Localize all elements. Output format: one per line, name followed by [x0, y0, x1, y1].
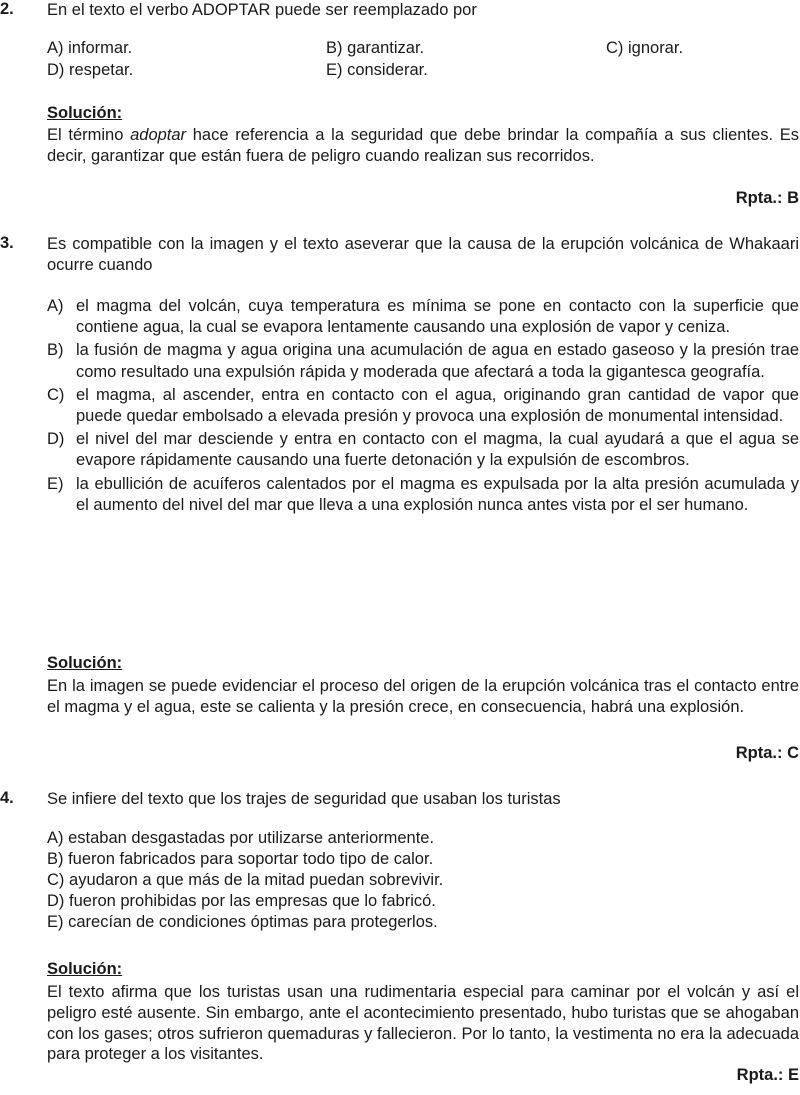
solution-text: [47, 125, 799, 167]
question-stem: Es compatible con la imagen y el texto aseverar que la causa de la erupción volcánica de Whakaari ocurre cuando: [47, 235, 799, 274]
option-a: [47, 296, 799, 338]
option-d: D) respetar.: [47, 61, 134, 79]
solution-title: Solución:: [47, 960, 123, 978]
answer-label: Rpta.: B: [735, 189, 799, 207]
question-stem: En el texto el verbo ADOPTAR puede ser reemplazado por: [47, 1, 477, 19]
option-label: A): [47, 297, 64, 315]
option-a: A) informar.: [47, 39, 133, 57]
answer-label: Rpta.: C: [735, 744, 799, 762]
option-label: C): [47, 385, 65, 404]
option-text: ayudaron a que más de la mitad puedan sobrevivir.: [69, 871, 444, 889]
solution-text: En la imagen se puede evidenciar el proceso del origen de la erupción volcánica tras el contacto entre el magma y el agua, este se calienta y la presión crece, en consecuencia, habrá una explosión.: [47, 677, 799, 716]
option-d: [47, 429, 799, 471]
question-number: 2.: [0, 0, 14, 18]
solution-title: Solución:: [47, 104, 123, 122]
option-label: D): [47, 892, 65, 910]
option-text: el magma del volcán, cuya temperatura es mínima se pone en contacto con la superficie que contiene agua, la cual se evapora lentamente causando una explosión de vapor y ceniza.: [76, 297, 799, 337]
options-list: [47, 828, 799, 933]
option-e: E) considerar.: [326, 61, 428, 79]
solution-title: Solución:: [47, 654, 123, 672]
option-b: [47, 849, 799, 870]
solution-text-part: hace referencia a la seguridad que debe brindar la compañía a sus clientes. Es decir, garantizar que están fuera de peligro cuando realizan sus recorridos.: [47, 126, 800, 165]
option-e: [47, 474, 799, 516]
solution-text: El texto afirma que los turistas usan una rudimentaria especial para caminar por el volcán y así el peligro esté ausente. Sin embargo, ante el acontecimiento presentado, hubo turistas que se ahogaban con los gases; otros sufrieron quemaduras y fallecieron. Por lo tanto, la vestimenta no era la adecuada para proteger a los visitantes.: [47, 983, 799, 1064]
solution-text-part: El término: [47, 126, 131, 144]
option-text: estaban desgastadas por utilizarse anteriormente.: [68, 829, 435, 847]
option-text: fueron prohibidas por las empresas que lo fabricó.: [69, 892, 436, 910]
option-c: [47, 385, 799, 427]
option-label: E): [47, 474, 64, 493]
option-c: C) ignorar.: [606, 39, 684, 57]
option-text: carecían de condiciones óptimas para protegerlos.: [68, 913, 438, 931]
options-list: [47, 296, 799, 516]
question-number: 4.: [0, 789, 14, 807]
option-label: D): [47, 430, 65, 449]
option-text: fueron fabricados para soportar todo tipo de calor.: [68, 850, 434, 868]
option-d: [47, 891, 799, 912]
option-label: B): [47, 850, 64, 868]
question-number: 3.: [0, 234, 14, 252]
option-e: [47, 912, 799, 933]
option-label: A): [47, 829, 64, 847]
option-text: la ebullición de acuíferos calentados por el magma es expulsada por la alta presión acumulada y el aumento del nivel del mar que lleva a una explosión nunca antes vista por el ser humano.: [76, 474, 799, 514]
option-label: C): [47, 871, 65, 889]
solution-emphasis: adoptar: [130, 126, 187, 144]
option-b: B) garantizar.: [326, 39, 425, 57]
answer-label: Rpta.: E: [736, 1066, 799, 1084]
option-text: el nivel del mar desciende y entra en contacto con el magma, la cual ayudará a que el agua se evapore rápidamente causando una fuerte detonación y la expulsión de escombros.: [76, 430, 799, 470]
option-text: el magma, al ascender, entra en contacto con el agua, originando gran cantidad de vapor que puede quedar embolsado a elevada presión y provoca una explosión de monumental intensidad.: [76, 385, 799, 426]
option-c: [47, 870, 799, 891]
option-b: [47, 340, 799, 382]
option-label: B): [47, 341, 64, 360]
option-a: [47, 828, 799, 849]
question-stem: Se infiere del texto que los trajes de seguridad que usaban los turistas: [47, 790, 561, 808]
option-label: E): [47, 913, 64, 931]
option-text: la fusión de magma y agua origina una acumulación de agua en estado gaseoso y la presión trae como resultado una expulsión rápida y moderada que afectará a toda la gigantesca geografía.: [76, 341, 799, 381]
